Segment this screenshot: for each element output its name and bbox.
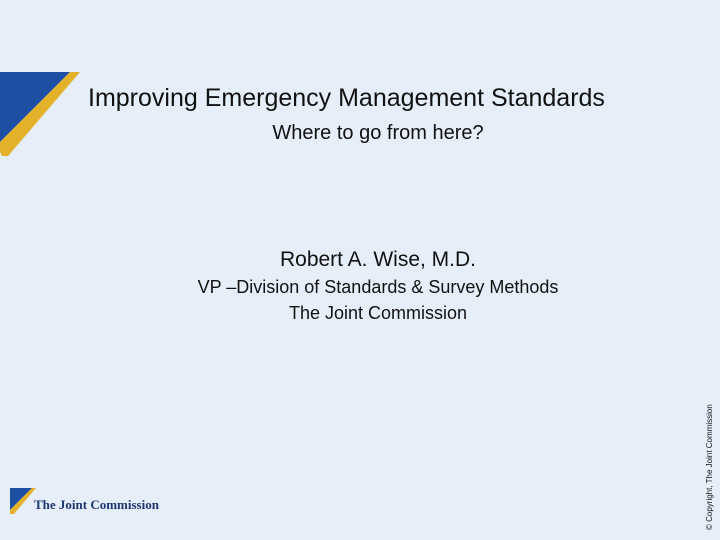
slide-title: Improving Emergency Management Standards xyxy=(88,84,605,112)
presenter-organization: The Joint Commission xyxy=(288,303,468,323)
copyright-notice: © Copyright, The Joint Commission xyxy=(705,404,714,530)
presenter-name: Robert A. Wise, M.D. xyxy=(279,248,477,271)
corner-chevron-graphic xyxy=(0,72,82,158)
presenter-role: VP –Division of Standards & Survey Methods xyxy=(197,277,559,297)
joint-commission-logo xyxy=(10,486,170,516)
slide-subtitle: Where to go from here? xyxy=(272,122,484,144)
logo-text: The Joint Commission xyxy=(34,497,159,512)
